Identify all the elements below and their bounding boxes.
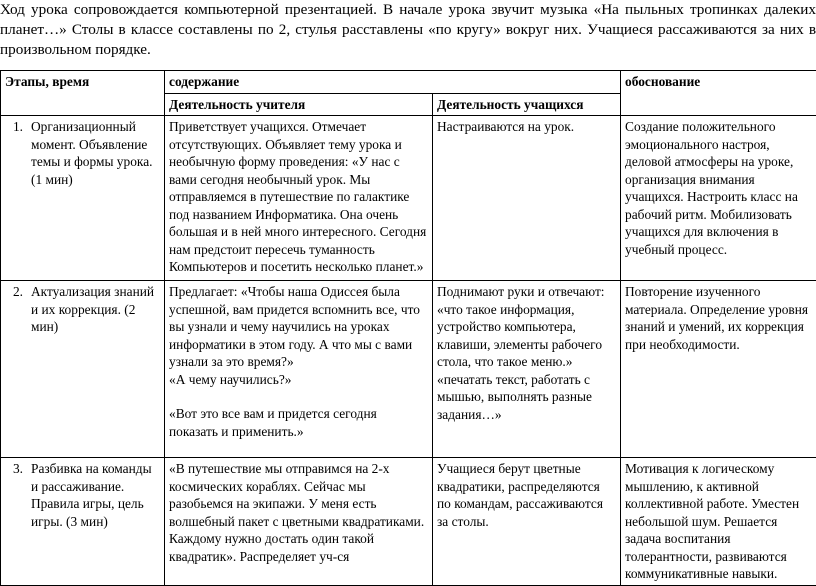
students-cell [433, 281, 621, 458]
rationale-text: Мотивация к логическому мышлению, к активной коллективной работе. Уместен небольшой шум. Решается задача воспитания толерантности, развиваются коммуникативные навыки. [625, 460, 812, 583]
stage-cell [1, 458, 165, 586]
stage-number: 2. [5, 283, 23, 336]
stage-text: Организационный момент. Объявление темы и формы урока. (1 мин) [31, 118, 160, 188]
rationale-cell [621, 116, 816, 281]
students-text: Учащиеся берут цветные квадратики, распределяются по командам, рассаживаются за столы. [437, 460, 616, 530]
students-text: Настраиваются на урок. [437, 118, 616, 136]
header-rationale: обоснование [621, 71, 816, 116]
stage-cell [1, 116, 165, 281]
table-row [1, 281, 816, 458]
rationale-cell [621, 458, 816, 586]
intro-text: Ход урока сопровождается компьютерной презентацией. В начале урока звучит музыка «На пыльных тропинках далеких планет…» Столы в классе составлены по 2, стулья расставлены «по кругу» вокруг них. Учащиеся рассаживаются за них в произвольном порядке. [0, 0, 816, 60]
teacher-cell [165, 281, 433, 458]
rationale-cell [621, 281, 816, 458]
students-cell [433, 116, 621, 281]
rationale-text: Создание положительного эмоционального настроя, деловой атмосферы на уроке, организация внимания учащихся. Настроить класс на рабочий ритм. Мобилизовать учащихся для включения в учебный процесс. [625, 118, 812, 258]
header-content: содержание [165, 71, 621, 94]
header-students: Деятельность учащихся [433, 93, 621, 116]
teacher-cell [165, 116, 433, 281]
teacher-text: Приветствует учащихся. Отмечает отсутствующих. Объявляет тему урока и необычную форму проведения: «У нас с вами сегодня необычный урок. Мы отправляемся в путешествие по галактике под названием Информатика. Она очень большая и в ней много интересного. Сегодня нам предстоит пересечь туманность Компьютеров и посетить несколько планет.» [169, 118, 428, 276]
table-row [1, 458, 816, 586]
header-teacher: Деятельность учителя [165, 93, 433, 116]
students-text: Поднимают руки и отвечают: «что такое информация, устройство компьютера, клавиши, элементы рабочего стола, что такое меню.» «печатать текст, работать с мышью, выполнять разные задания…» [437, 283, 616, 423]
stage-number: 1. [5, 118, 23, 188]
stage-number: 3. [5, 460, 23, 530]
teacher-text: «Вот это все вам и придется сегодня показать и применить.» [169, 405, 428, 440]
rationale-text: Повторение изученного материала. Определение уровня знаний и умений, их коррекция при необходимости. [625, 283, 812, 353]
header-stages: Этапы, время [1, 71, 165, 116]
spacer [169, 388, 428, 405]
teacher-text: «А чему научились?» [169, 371, 428, 389]
table-row [1, 116, 816, 281]
teacher-text: «В путешествие мы отправимся на 2-х космических кораблях. Сейчас мы разобьемся на экипажи. У меня есть волшебный пакет с цветными квадратиками. Каждому нужно достать один такой квадратик». Распределяет уч-ся [169, 460, 428, 565]
stage-text: Актуализация знаний и их коррекция. (2 мин) [31, 283, 160, 336]
lesson-plan-table [0, 70, 816, 586]
stage-text: Разбивка на команды и рассаживание. Правила игры, цель игры. (3 мин) [31, 460, 160, 530]
header-row-main [1, 71, 816, 94]
teacher-cell [165, 458, 433, 586]
intro-paragraph [0, 0, 816, 60]
stage-cell [1, 281, 165, 458]
teacher-text: Предлагает: «Чтобы наша Одиссея была успешной, вам придется вспомнить все, что вы узнали и чему научились на уроках информатики в этом году. А что мы с вами узнали за это время?» [169, 283, 428, 371]
students-cell [433, 458, 621, 586]
